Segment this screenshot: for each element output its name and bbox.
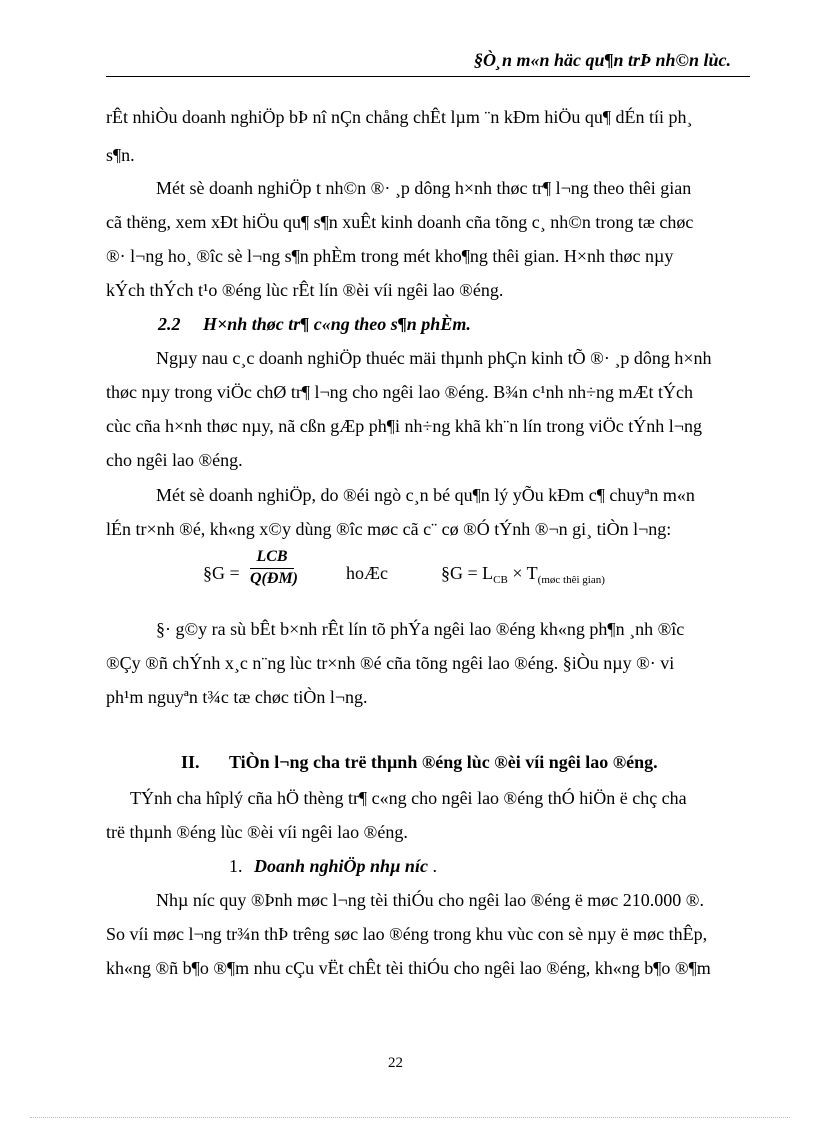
paragraph-line: cùc cña h×nh thøc nµy, nã cßn gÆp ph¶i nh÷ng khã kh¨n lín trong viÖc tÝnh l¬ng xyxy=(106,416,702,436)
formula-lhs-1: §G = xyxy=(203,563,240,583)
paragraph-line: kh«ng ®ñ b¶o ®¶m nhu cÇu vËt chÊt tèi thiÓu cho ngêi lao ®éng, kh«ng b¶o ®¶m xyxy=(106,958,711,978)
section-heading-1: Doanh nghiÖp nhµ níc . xyxy=(254,856,437,876)
paragraph-line: TÝnh cha hîplý cña hÖ thèng tr¶ c«ng cho ngêi lao ®éng thÓ hiÖn ë chç cha xyxy=(130,788,687,808)
page-number: 22 xyxy=(388,1055,403,1071)
section-heading-II: TiÒn l¬ng cha trë thµnh ®éng lùc ®èi víi ngêi lao ®éng. xyxy=(229,752,658,772)
paragraph-line: cã thëng, xem xÐt hiÖu qu¶ s¶n xuÊt kinh doanh cña tõng c¸ nh©n trong tæ chøc xyxy=(106,212,694,232)
formula-or: hoÆc xyxy=(346,563,388,583)
formula-numerator: LCB xyxy=(256,548,288,565)
page-bottom-border xyxy=(30,1117,790,1118)
paragraph-line: Mét sè doanh nghiÖp, do ®éi ngò c¸n bé qu¶n lý yÕu kÐm c¶ chuyªn m«n xyxy=(156,485,695,505)
paragraph-line: rÊt nhiÒu doanh nghiÖp bÞ nî nÇn chång chÊt lµm ¨n kÐm hiÖu qu¶ dÉn tíi ph¸ xyxy=(106,107,693,127)
paragraph-line: lÉn tr×nh ®é, kh«ng x©y dùng ®îc møc cã c¨ cø ®Ó tÝnh ®¬n gi¸ tiÒn l¬ng: xyxy=(106,519,672,539)
formula-denominator: Q(ĐM) xyxy=(250,570,298,587)
running-header: §Ò¸n m«n häc qu¶n trÞ nh©n lùc. xyxy=(474,50,732,70)
paragraph-line: Ngµy nau c¸c doanh nghiÖp thuéc mäi thµnh phÇn kinh tÕ ®· ¸p dông h×nh xyxy=(156,348,712,368)
paragraph-line: Nhµ níc quy ®Þnh møc l¬ng tèi thiÓu cho ngêi lao ®éng ë møc 210.000 ®. xyxy=(156,890,704,910)
paragraph-line: ph¹m nguyªn t¾c tæ chøc tiÒn l¬ng. xyxy=(106,687,368,707)
paragraph-line: thøc nµy trong viÖc chØ tr¶ l¬ng cho ngêi lao ®éng. B¾n c¹nh nh÷ng mÆt tÝch xyxy=(106,382,694,402)
paragraph-line: cho ngêi lao ®éng. xyxy=(106,450,243,470)
paragraph-line: Mét sè doanh nghiÖp t nh©n ®· ¸p dông h×nh thøc tr¶ l¬ng theo thêi gian xyxy=(156,178,692,198)
section-number-1: 1. xyxy=(229,856,243,876)
paragraph-line: trë thµnh ®éng lùc ®èi víi ngêi lao ®éng. xyxy=(106,822,408,842)
formula-rhs-2: §G = $L_{CB} \times T_{(møc thêi gian)}$ xyxy=(441,563,605,586)
section-number-2-2: 2.2 xyxy=(158,314,181,334)
header-rule xyxy=(106,76,750,77)
paragraph-line: kÝch thÝch t¹o ®éng lùc rÊt lín ®èi víi ngêi lao ®éng. xyxy=(106,280,504,300)
section-number-II: II. xyxy=(181,752,200,772)
section-heading-2-2: H×nh thøc tr¶ c«ng theo s¶n phÈm. xyxy=(203,314,471,334)
paragraph-line: §· g©y ra sù bÊt b×nh rÊt lín tõ phÝa ngêi lao ®éng kh«ng ph¶n ¸nh ®îc xyxy=(156,619,685,639)
paragraph-line: s¶n. xyxy=(106,145,135,165)
paragraph-line: ®· l¬ng ho¸ ®îc sè l¬ng s¶n phÈm trong mét kho¶ng thêi gian. H×nh thøc nµy xyxy=(106,246,674,266)
formula-fraction xyxy=(250,548,298,588)
paragraph-line: So víi møc l¬ng tr¾n thÞ trêng søc lao ®éng trong khu vùc con sè nµy ë møc thÊp, xyxy=(106,924,708,944)
paragraph-line: ®Çy ®ñ chÝnh x¸c n¨ng lùc tr×nh ®é cña tõng ngêi lao ®éng. §iÒu nµy ®· vi xyxy=(106,653,675,673)
